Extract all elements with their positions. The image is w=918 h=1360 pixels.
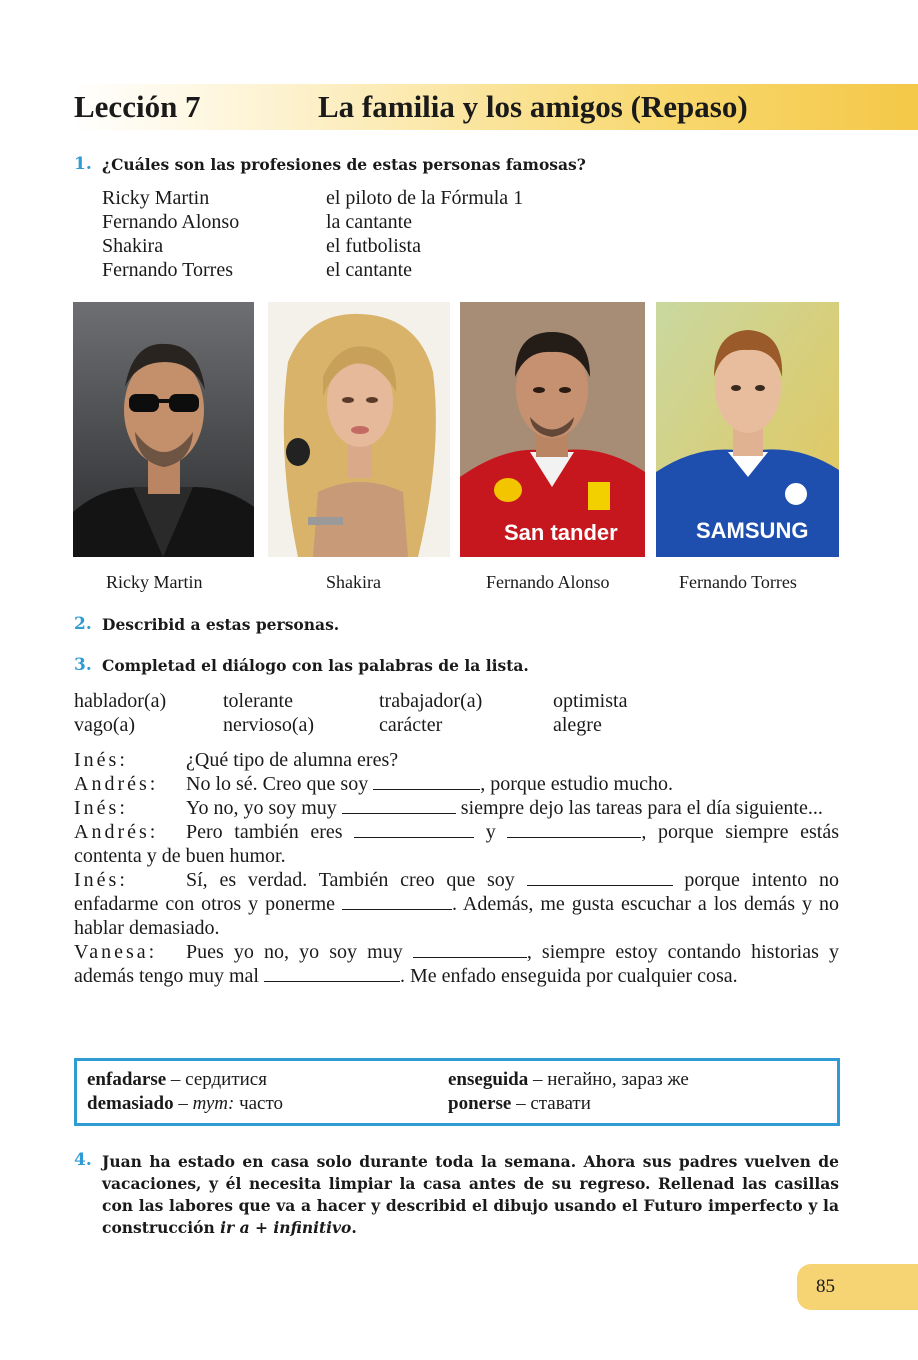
vocab-word: enseguida	[448, 1069, 529, 1090]
vocab-translation: – ставати	[511, 1093, 591, 1114]
photo-sponsor-text: SAMSUNG	[696, 518, 809, 543]
word-list-item: nervioso(a)	[223, 714, 315, 736]
answer-blank[interactable]	[264, 967, 400, 982]
speaker: Andrés:	[74, 821, 159, 843]
photo-shakira	[268, 302, 450, 557]
answer-blank[interactable]	[373, 775, 480, 790]
photo-caption: Shakira	[326, 572, 381, 592]
name-item: Fernando Torres	[102, 259, 233, 281]
speaker: Inés:	[74, 869, 128, 891]
vocab-note: тут:	[192, 1093, 235, 1114]
vocab-word: enfadarse	[87, 1069, 167, 1090]
exercise-1-number: 1.	[74, 154, 92, 174]
page-number: 85	[816, 1276, 835, 1297]
vocab-entry	[87, 1093, 283, 1115]
dialog-line	[74, 748, 839, 772]
dialog-text: , porque estudio mucho.	[480, 773, 673, 795]
vocab-word: ponerse	[448, 1093, 512, 1114]
dialog-text: Yo no, yo soy muy	[186, 797, 342, 819]
profession-item: el piloto de la Fórmula 1	[326, 187, 524, 209]
vocab-word: demasiado	[87, 1093, 174, 1114]
vocab-translation: – негайно, зараз же	[528, 1069, 689, 1090]
answer-blank[interactable]	[342, 895, 452, 910]
dialog-text: y	[474, 821, 508, 843]
dialog-text: , porque siempre estás contenta y de buen humor.	[74, 821, 839, 867]
name-item: Ricky Martin	[102, 187, 210, 209]
profession-item: el futbolista	[326, 235, 421, 257]
dialog-text: ¿Qué tipo de alumna eres?	[186, 749, 399, 771]
word-list-item: trabajador(a)	[379, 690, 483, 712]
name-item: Fernando Alonso	[102, 211, 240, 233]
exercise-1-question: ¿Cuáles son las profesiones de estas personas famosas?	[102, 155, 586, 174]
vocab-translation: –	[173, 1093, 193, 1114]
exercise-3-number: 3.	[74, 655, 92, 675]
vocab-entry	[87, 1069, 267, 1091]
vocab-entry	[448, 1093, 591, 1115]
dialog-line	[74, 868, 839, 940]
dialog-line	[74, 772, 839, 796]
exercise-4-italic: ir a + infinitivo	[220, 1218, 352, 1237]
dialog-text: , siempre estoy contando historias y además tengo muy mal	[74, 941, 839, 987]
speaker: Inés:	[74, 749, 128, 771]
exercise-2-question: Describid a estas personas.	[102, 615, 340, 634]
profession-item: el cantante	[326, 259, 413, 281]
exercise-2-number: 2.	[74, 614, 92, 634]
dialog-text: Sí, es verdad. También creo que soy	[186, 869, 527, 891]
dialog-text: . Me enfado enseguida por cualquier cosa.	[399, 965, 738, 987]
dialog-text: porque intento no enfadarme con otros y ponerme	[74, 869, 840, 915]
vocab-translation: часто	[234, 1093, 284, 1114]
dialog-line	[74, 796, 839, 820]
exercise-4-number: 4.	[74, 1150, 92, 1170]
exercise-4-end: .	[351, 1218, 357, 1237]
word-list-item: carácter	[379, 714, 443, 736]
word-list-item: optimista	[553, 690, 628, 712]
word-list-item: tolerante	[223, 690, 293, 712]
exercise-4-text	[102, 1151, 839, 1239]
speaker: Vanesa:	[74, 941, 158, 963]
exercise-3-question: Completad el diálogo con las palabras de la lista.	[102, 656, 529, 675]
answer-blank[interactable]	[413, 943, 527, 958]
word-list-item: alegre	[553, 714, 602, 736]
lesson-title: La familia y los amigos (Repaso)	[318, 89, 748, 124]
dialog-line	[74, 940, 839, 988]
dialog-text: No lo sé. Creo que soy	[186, 773, 374, 795]
vocab-entry	[448, 1069, 689, 1091]
word-list-item: hablador(a)	[74, 690, 167, 712]
answer-blank[interactable]	[342, 799, 456, 814]
photo-caption: Fernando Torres	[679, 572, 797, 592]
photo-ricky-martin	[73, 302, 254, 557]
dialog-text: Pero también eres	[186, 821, 355, 843]
dialog-line	[74, 820, 839, 868]
profession-item: la cantante	[326, 211, 413, 233]
photo-caption: Fernando Alonso	[486, 572, 610, 592]
answer-blank[interactable]	[507, 823, 641, 838]
speaker: Inés:	[74, 797, 128, 819]
photo-caption: Ricky Martin	[106, 572, 203, 592]
name-item: Shakira	[102, 235, 164, 257]
answer-blank[interactable]	[527, 871, 673, 886]
dialog	[74, 748, 839, 988]
dialog-text: siempre dejo las tareas para el día siguiente...	[455, 797, 823, 819]
photo-fernando-torres	[656, 302, 839, 557]
vocab-translation: – сердитися	[166, 1069, 267, 1090]
answer-blank[interactable]	[354, 823, 474, 838]
exercise-4-body: Juan ha estado en casa solo durante toda la semana. Ahora sus padres vuelven de vacaciones, y él necesita limpiar la casa antes de su regreso. Rellenad las casillas con las labores que va a hacer y describid el dibujo usando el Futuro imperfecto y la construcción	[102, 1152, 839, 1237]
dialog-text: . Además, me gusta escuchar a los demás y no hablar demasiado.	[74, 893, 839, 939]
speaker: Andrés:	[74, 773, 159, 795]
word-list-item: vago(a)	[74, 714, 136, 736]
photo-sponsor-text: San tander	[504, 520, 618, 545]
photo-fernando-alonso	[460, 302, 645, 557]
lesson-number: Lección 7	[74, 89, 201, 124]
dialog-text: Pues yo no, yo soy muy	[186, 941, 413, 963]
